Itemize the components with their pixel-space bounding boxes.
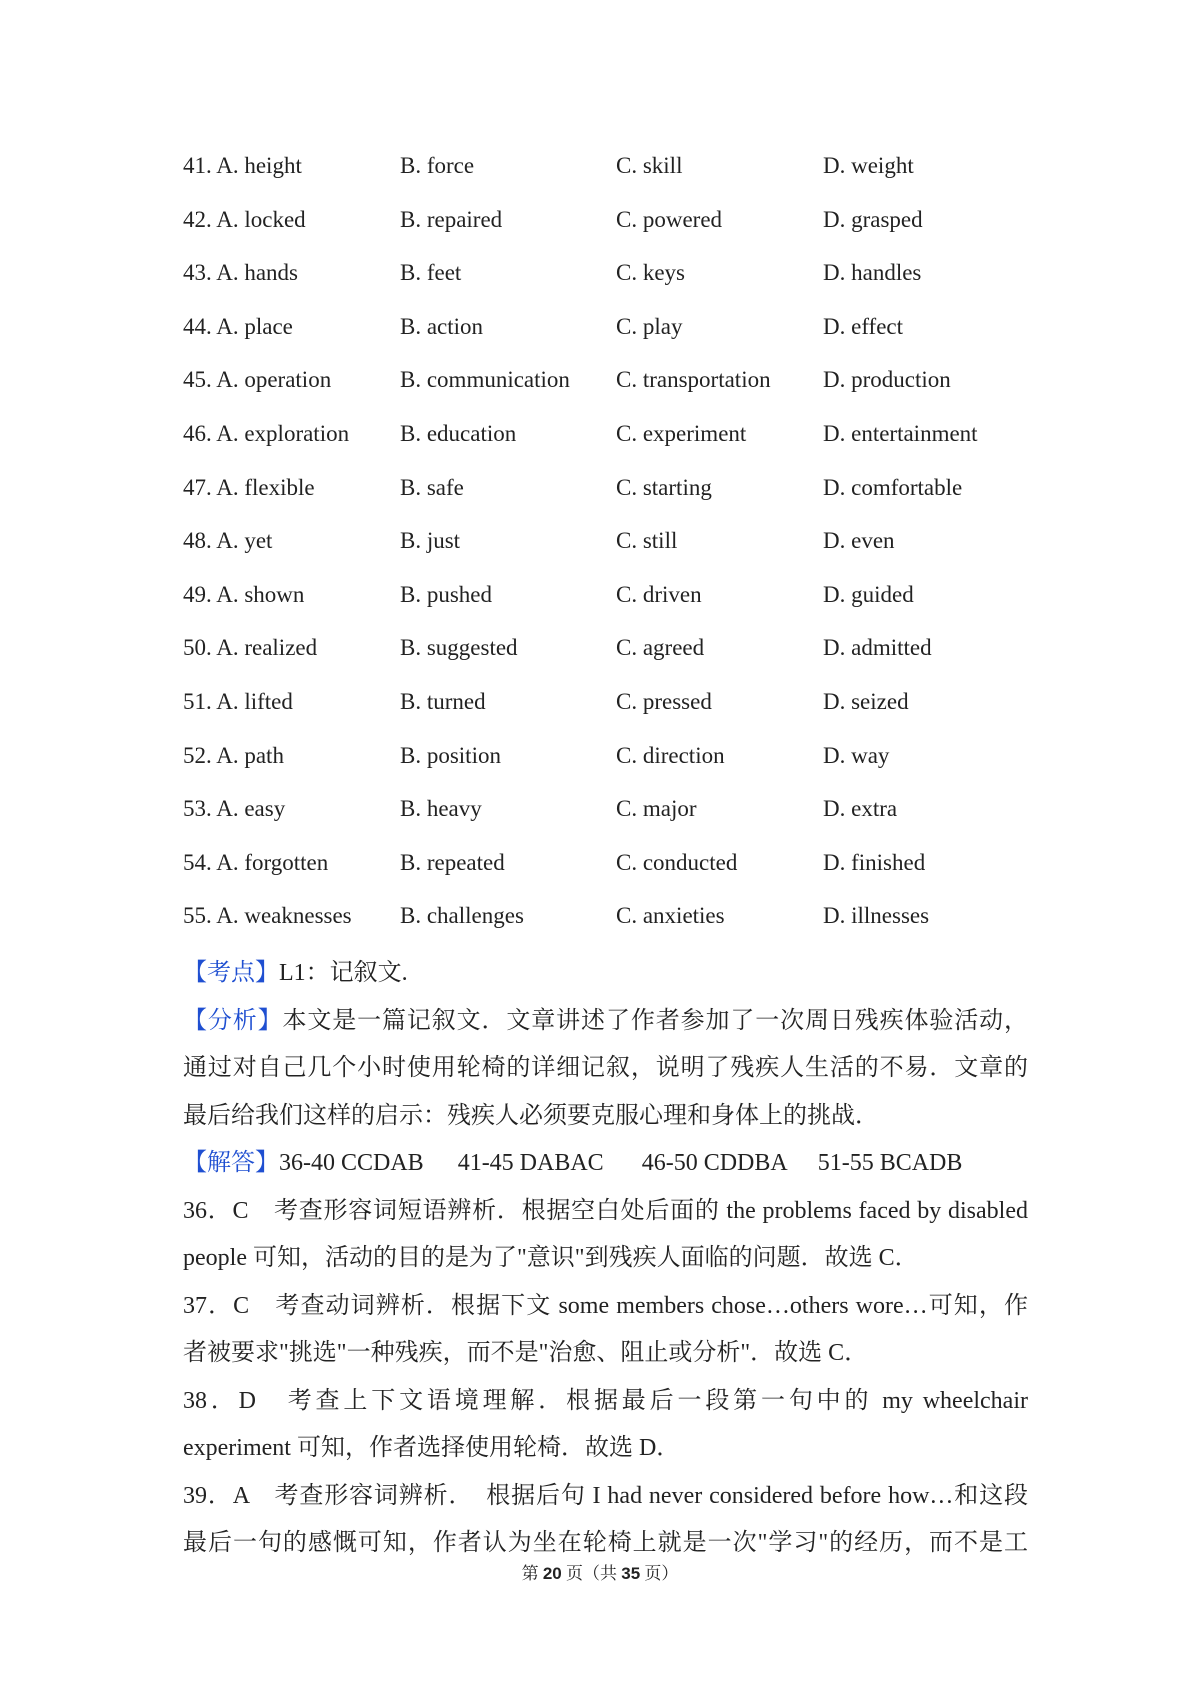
option-c: C. direction [616,742,725,768]
jieda-tag: 【解答】 [183,1150,279,1176]
option-b: B. turned [400,688,486,714]
kaodian-tag: 【考点】 [183,960,279,986]
option-b: B. challenges [400,903,524,929]
option-row [183,634,1043,688]
option-c: C. powered [616,206,723,232]
option-d: D. entertainment [823,420,978,446]
option-d: D. comfortable [823,474,963,500]
option-a: 50. A. realized [183,635,318,661]
option-a: 51. A. lifted [183,688,293,714]
answer-group: 46-50 CDDBA [641,1150,788,1176]
option-row [183,688,1043,742]
option-row [183,742,1043,796]
option-b: B. position [400,742,501,768]
option-row [183,259,1043,313]
option-a: 41. A. height [183,153,302,178]
option-d: D. grasped [823,206,923,232]
fenxi-line: 最后给我们这样的启示：残疾人必须要克服心理和身体上的挑战． [183,1102,879,1129]
option-d: D. seized [823,688,909,714]
option-b: B. force [400,153,475,178]
option-row [183,313,1043,367]
option-d: D. illnesses [823,903,930,929]
option-d: D. guided [823,581,914,607]
option-c: C. keys [616,260,685,286]
page-footer [0,1563,1200,1585]
explanation-line: 37．C 考查动词辨析．根据下文 some members chose…others wore…可知，作 [183,1292,1028,1319]
footer-middle: 页（共 [561,1564,622,1583]
option-c: C. transportation [616,367,771,393]
explanation-line: 最后一句的感慨可知，作者认为坐在轮椅上就是一次"学习"的经历，而不是工 [183,1530,1028,1556]
option-c: C. conducted [616,849,738,875]
analysis-section [183,950,1028,1568]
kaodian-line [183,950,1028,998]
option-c: C. experiment [616,420,747,446]
fenxi-text: 本文是一篇记叙文．文章讲述了作者参加了一次周日残疾体验活动， [282,1007,1028,1034]
options-table [183,152,1043,956]
option-row [183,527,1043,581]
explanation-line: 38．D 考查上下文语境理解．根据最后一段第一句中的 my wheelchair [183,1387,1028,1414]
answer-group: 41-45 DABAC [457,1150,604,1176]
option-c: C. major [616,796,697,822]
kaodian-text: L1：记叙文. [279,960,408,986]
answer-group: 36-40 CCDAB [279,1150,424,1176]
explanation-line: people 可知，活动的目的是为了"意识"到残疾人面临的问题．故选 C． [183,1245,919,1271]
option-a: 54. A. forgotten [183,849,329,875]
option-c: C. skill [616,153,683,178]
fenxi-line: 通过对自己几个小时使用轮椅的详细记叙，说明了残疾人生活的不易．文章的 [183,1055,1028,1081]
option-a: 52. A. path [183,742,284,768]
option-d: D. way [823,742,890,768]
option-c: C. still [616,528,678,554]
jieda-line [183,1140,1028,1188]
explanation-line: experiment 可知，作者选择使用轮椅．故选 D． [183,1435,681,1461]
option-b: B. education [400,420,517,446]
option-b: B. repaired [400,206,503,232]
option-row [183,795,1043,849]
option-b: B. pushed [400,581,492,607]
option-d: D. even [823,528,895,554]
option-c: C. agreed [616,635,705,661]
option-d: D. finished [823,849,926,875]
option-d: D. handles [823,260,922,286]
option-a: 45. A. operation [183,367,332,393]
option-a: 47. A. flexible [183,474,315,500]
option-a: 43. A. hands [183,260,298,286]
option-b: B. safe [400,474,464,500]
option-row [183,849,1043,903]
option-d: D. production [823,367,951,393]
option-b: B. suggested [400,635,518,661]
option-b: B. repeated [400,849,505,875]
option-b: B. communication [400,367,570,393]
option-row [183,420,1043,474]
option-a: 46. A. exploration [183,420,350,446]
option-a: 44. A. place [183,313,293,339]
option-c: C. anxieties [616,903,725,929]
option-row [183,152,1043,206]
option-b: B. feet [400,260,462,286]
option-d: D. weight [823,153,914,178]
footer-prefix: 第 [521,1564,543,1583]
answer-group: 51-55 BCADB [817,1150,963,1176]
option-d: D. admitted [823,635,932,661]
total-page-count: 35 [621,1564,641,1583]
option-b: B. just [400,528,461,554]
option-row [183,474,1043,528]
option-b: B. heavy [400,796,482,822]
option-a: 53. A. easy [183,796,286,822]
option-a: 48. A. yet [183,528,273,554]
current-page-number: 20 [542,1564,562,1583]
option-a: 55. A. weaknesses [183,903,352,929]
option-a: 42. A. locked [183,206,306,232]
option-b: B. action [400,313,484,339]
option-row [183,581,1043,635]
option-row [183,206,1043,260]
explanation-line: 者被要求"挑选"一种残疾，而不是"治愈、阻止或分析"．故选 C． [183,1340,869,1366]
option-row [183,366,1043,420]
footer-suffix: 页） [640,1564,679,1583]
option-d: D. extra [823,796,898,822]
fenxi-tag: 【分析】 [183,1007,283,1034]
explanation-line: 39．A 考查形容词辨析． 根据后句 I had never considered before how…和这段 [183,1482,1028,1509]
option-c: C. pressed [616,688,712,714]
option-c: C. driven [616,581,702,607]
option-d: D. effect [823,313,904,339]
option-c: C. starting [616,474,712,500]
option-c: C. play [616,313,683,339]
option-row [183,902,1043,956]
explanation-line: 36．C 考查形容词短语辨析．根据空白处后面的 the problems faced by disabled [183,1197,1028,1224]
option-a: 49. A. shown [183,581,305,607]
fenxi-line [183,998,1028,1046]
